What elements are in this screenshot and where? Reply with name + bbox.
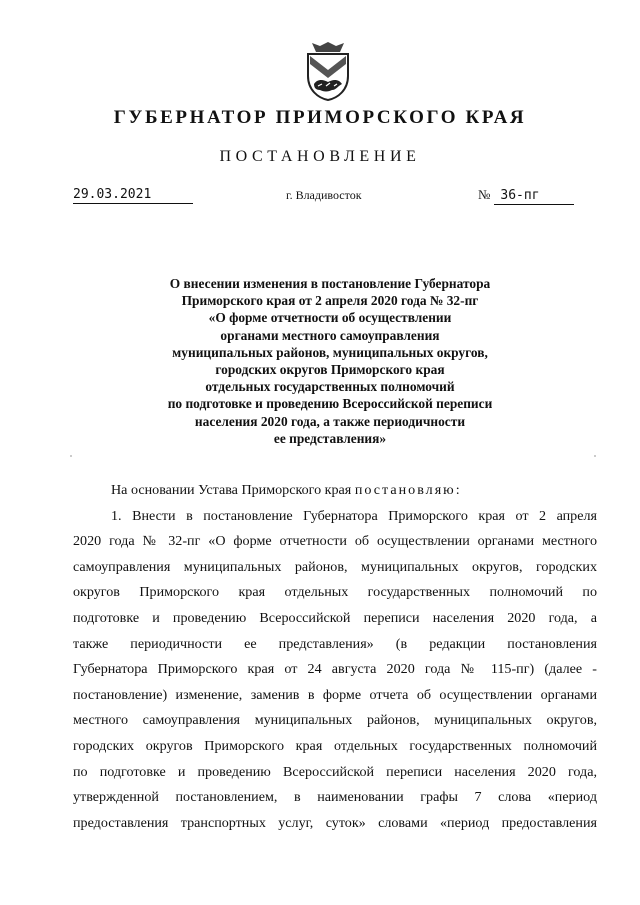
title-line: Приморского края от 2 апреля 2020 года № 32-пг [181, 293, 479, 309]
document-body [73, 478, 597, 836]
scan-speck [70, 455, 72, 457]
title-line: муниципальных районов, муниципальных округов, [172, 344, 488, 360]
document-number: 36-пг [494, 188, 574, 205]
body-line: 2020 года № 32-пг «О форме отчетности об осуществлении органами местного [73, 533, 597, 550]
body-line: утвержденной постановлением, в наименовании графы 7 слова «период [73, 789, 597, 806]
intro-keyword: постановляю [354, 482, 456, 498]
intro-line [73, 478, 597, 504]
body-line: самоуправления муниципальных районов, муниципальных округов, городских [73, 558, 597, 575]
document-title [120, 275, 540, 447]
title-line: городских округов Приморского края [215, 362, 445, 378]
document-number-group [478, 187, 574, 205]
title-line: отдельных государственных полномочий [205, 379, 455, 395]
intro-suffix: : [455, 482, 460, 498]
document-city: г. Владивосток [286, 188, 362, 202]
title-line: органами местного самоуправления [220, 327, 440, 343]
body-line: предоставления транспортных услуг, суток» словами «период предоставления [73, 814, 597, 831]
coat-of-arms-icon [302, 40, 354, 102]
title-line: ее представления» [273, 430, 387, 446]
body-line: городских округов Приморского края отдельных государственных полномочий [73, 737, 597, 754]
body-line: округов Приморского края отдельных государственных полномочий по [73, 584, 597, 601]
document-date: 29.03.2021 [73, 187, 193, 204]
scan-speck [594, 455, 596, 457]
body-line: Губернатора Приморского края от 24 августа 2020 года № 115-пг) (далее - [73, 661, 597, 678]
body-line: постановление) изменение, заменив в форме отчета об осуществлении органами [73, 686, 597, 703]
org-title: ГУБЕРНАТОР ПРИМОРСКОГО КРАЯ [113, 107, 527, 128]
body-line: также периодичности ее представления» (в редакции постановления [73, 635, 597, 652]
title-line: «О форме отчетности об осуществлении [208, 310, 452, 326]
body-line: местного самоуправления муниципальных районов, муниципальных округов, [73, 712, 597, 729]
document-meta-row [0, 187, 640, 209]
body-line: 1. Внести в постановление Губернатора Приморского края от 2 апреля [111, 507, 597, 524]
body-line: по подготовке и проведению Всероссийской переписи населения 2020 года, [73, 763, 597, 780]
document-type: ПОСТАНОВЛЕНИЕ [219, 148, 421, 165]
intro-prefix: На основании Устава Приморского края [111, 482, 355, 498]
title-line: О внесении изменения в постановление Губернатора [169, 276, 491, 291]
number-sign: № [478, 187, 491, 202]
body-line: подготовке и проведению Всероссийской переписи населения 2020 года, а [73, 609, 597, 626]
title-line: по подготовке и проведению Всероссийской переписи [167, 396, 493, 412]
title-line: населения 2020 года, а также периодичности [194, 413, 466, 429]
